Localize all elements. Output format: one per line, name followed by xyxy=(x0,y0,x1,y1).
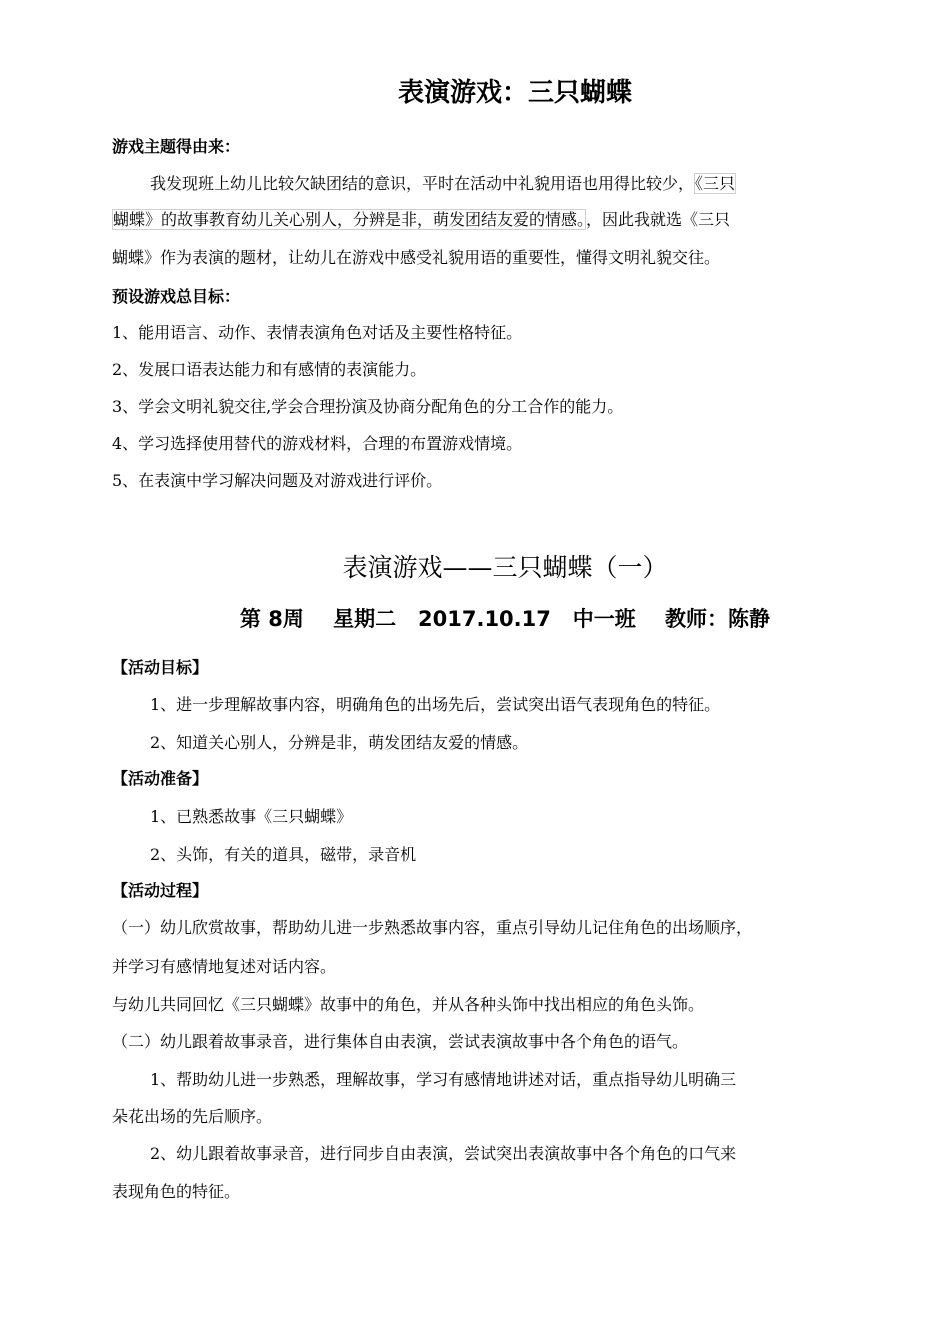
goal-item: 3、学会文明礼貌交往,学会合理扮演及协商分配角色的分工合作的能力。 xyxy=(112,397,624,416)
goal-item: 4、学习选择使用替代的游戏材料，合理的布置游戏情境。 xyxy=(112,434,523,453)
activity-goal-item: 1、进一步理解故事内容，明确角色的出场先后，尝试突出语气表现角色的特征。 xyxy=(150,695,721,714)
goal-item: 1、能用语言、动作、表情表演角色对话及主要性格特征。 xyxy=(112,323,523,342)
lesson-title: 表演游戏——三只蝴蝶（一） xyxy=(342,553,668,582)
preparation-item: 2、头饰，有关的道具，磁带，录音机 xyxy=(150,845,417,864)
process-line: 与幼儿共同回忆《三只蝴蝶》故事中的角色，并从各种头饰中找出相应的角色头饰。 xyxy=(112,995,705,1014)
activity-goal-item: 2、知道关心别人，分辨是非，萌发团结友爱的情感。 xyxy=(150,733,529,752)
process-line: 朵花出场的先后顺序。 xyxy=(112,1107,273,1126)
preparation-item: 1、已熟悉故事《三只蝴蝶》 xyxy=(150,807,353,826)
activity-goals-heading: 【活动目标】 xyxy=(112,658,209,677)
process-line: 2、幼儿跟着故事录音，进行同步自由表演，尝试突出表演故事中各个角色的口气来 xyxy=(150,1144,737,1163)
page-title: 表演游戏：三只蝴蝶 xyxy=(397,78,632,108)
process-line: （二）幼儿跟着故事录音，进行集体自由表演，尝试表演故事中各个角色的语气。 xyxy=(112,1032,689,1051)
highlight-box-end: 蝴蝶》的故事教育幼儿关心别人，分辨是非，萌发团结友爱的情感。 xyxy=(113,210,586,229)
origin-line-3: 蝴蝶》作为表演的题材，让幼儿在游戏中感受礼貌用语的重要性，懂得文明礼貌交往。 xyxy=(112,248,721,267)
preparation-heading: 【活动准备】 xyxy=(112,769,209,788)
origin-line-1-text: 我发现班上幼儿比较欠缺团结的意识，平时在活动中礼貌用语也用得比较少， xyxy=(150,174,695,193)
lesson-meta: 第 8周 星期二 2017.10.17 中一班 教师：陈静 xyxy=(239,607,771,631)
process-line: 1、帮助幼儿进一步熟悉，理解故事，学习有感情地讲述对话，重点指导幼儿明确三 xyxy=(150,1070,737,1089)
process-heading: 【活动过程】 xyxy=(112,881,209,900)
highlight-box-start: 《三只 xyxy=(695,174,736,193)
process-line: （一）幼儿欣赏故事，帮助幼儿进一步熟悉故事内容，重点引导幼儿记住角色的出场顺序， xyxy=(112,918,753,937)
goal-item: 5、在表演中学习解决问题及对游戏进行评价。 xyxy=(112,471,443,490)
origin-line-1 xyxy=(150,171,736,194)
process-line: 并学习有感情地复述对话内容。 xyxy=(112,957,337,976)
process-line: 表现角色的特征。 xyxy=(112,1182,241,1201)
goals-heading: 预设游戏总目标： xyxy=(112,287,241,306)
origin-heading: 游戏主题得由来： xyxy=(112,137,241,156)
origin-line-2 xyxy=(112,207,730,230)
origin-line-2-text: ，因此我就选《三只 xyxy=(586,210,731,229)
goal-item: 2、发展口语表达能力和有感情的表演能力。 xyxy=(112,360,427,379)
